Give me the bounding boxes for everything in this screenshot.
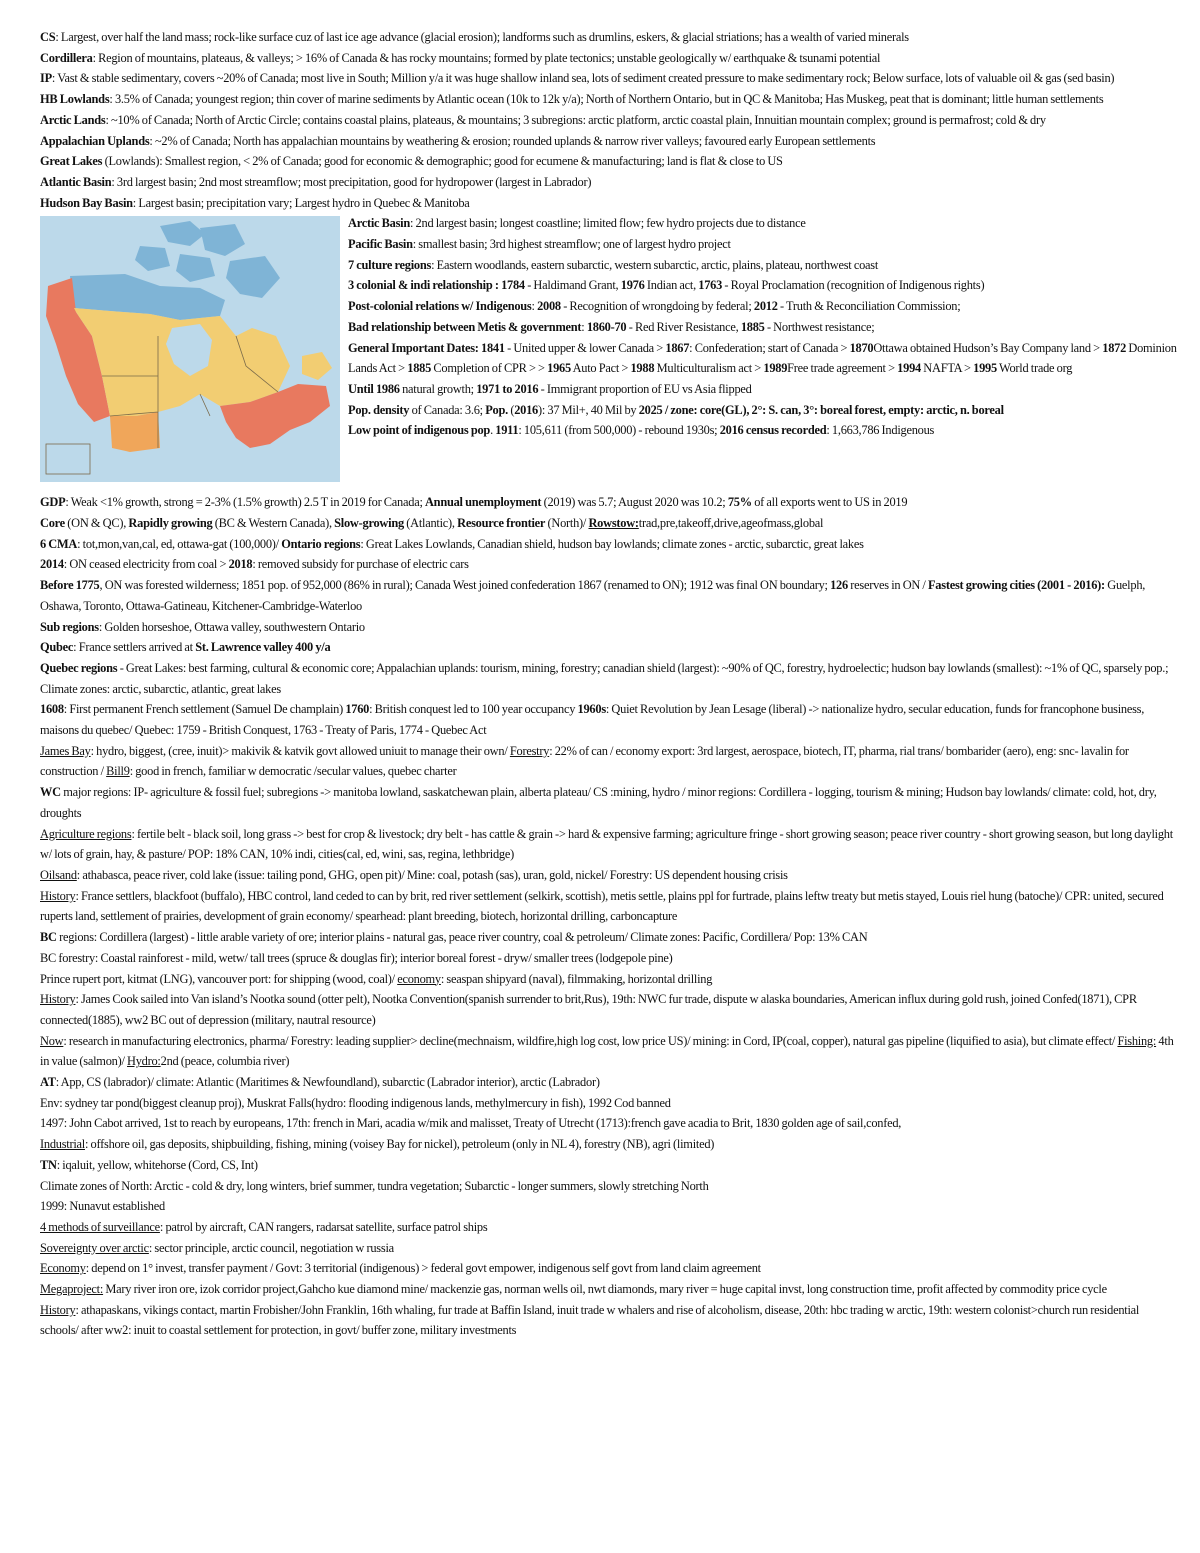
note-text-segment: - Red River Resistance,: [626, 319, 741, 334]
note-text-segment: Hydro:: [127, 1054, 161, 1069]
note-text-segment: History: [40, 888, 76, 903]
note-text-segment: (: [507, 402, 515, 417]
note-text-segment: 1971 to 2016: [476, 381, 539, 396]
note-text-segment: 1994: [897, 361, 921, 376]
note-line: [40, 1300, 1178, 1341]
note-line: [40, 1176, 1178, 1197]
note-text-segment: 1988: [630, 361, 655, 376]
note-text-segment: : Largest basin; precipitation vary; Largest hydro in Quebec & Manitoba: [132, 195, 470, 210]
note-text-segment: 2016: [514, 402, 538, 417]
note-text-segment: : tot,mon,van,cal, ed, ottawa-gat (100,000)/: [77, 536, 282, 551]
note-text-segment: : France settlers, blackfoot (buffalo), HBC control, land ceded to can by brit, red river settlement (selkirk, scottish), metis settle, plains ppl for furtrade, plains leftw treaty but metis stayed, Louis riel hung (batoche)/ CPR: united, secured ruperts land, settlement of prairies, development of grain economy/ spearhead: plant breeding, biotech, horizontal drilling, carboncapture: [40, 888, 1164, 924]
note-text-segment: World trade org: [996, 361, 1073, 376]
note-text-segment: reserves in ON /: [847, 578, 928, 593]
note-text-segment: : athabasca, peace river, cold lake (issue: tailing pond, GHG, open pit)/ Mine: coal, potash (sas), uran, gold, nickel/ Forestry: US dependent housing crisis: [76, 867, 788, 882]
note-text-segment: General Important Dates: 1841: [348, 340, 505, 355]
note-text-segment: Pacific Basin: [348, 237, 413, 252]
note-text-segment: 1870: [849, 340, 874, 355]
note-text-segment: 1989: [763, 361, 788, 376]
note-line: [40, 617, 1178, 638]
note-line: [348, 234, 1178, 255]
note-text-segment: : Quiet Revolution by Jean Lesage (liberal) -> nationalize hydro, secular education, funds for francophone business, maisons du quebec/ Quebec: 1759 - British Conquest, 1763 - Treaty of Paris, 1774 - Quebec Act: [40, 702, 1145, 738]
note-text-segment: 1976: [620, 278, 645, 293]
notes-top-block: [40, 27, 1178, 213]
notes-right-column: [348, 213, 1178, 441]
note-text-segment: : British conquest led to 100 year occupancy: [369, 702, 578, 717]
note-text-segment: Indian act,: [644, 278, 699, 293]
note-text-segment: (BC & Western Canada),: [212, 516, 335, 531]
note-text-segment: : good in french, familiar w democratic /secular values, quebec charter: [129, 764, 457, 779]
note-line: [40, 1113, 1178, 1134]
note-text-segment: 1999: Nunavut established: [40, 1199, 165, 1214]
note-text-segment: 7 culture regions: [348, 257, 432, 272]
note-text-segment: Qubec: [40, 640, 74, 655]
note-line: [40, 1093, 1178, 1114]
note-text-segment: Pop.: [485, 402, 508, 417]
note-text-segment: : 3rd largest basin; 2nd most streamflow; most precipitation, good for hydropower (largest in Labrador): [111, 174, 592, 189]
note-text-segment: History: [40, 992, 76, 1007]
note-text-segment: Guelph, Oshawa, Toronto, Ottawa-Gatineau, Kitchener-Cambridge-Waterloo: [40, 578, 1146, 613]
note-text-segment: : iqaluit, yellow, whitehorse (Cord, CS, Int): [56, 1157, 258, 1172]
note-line: [40, 782, 1178, 823]
note-text-segment: 1760: [345, 702, 370, 717]
note-text-segment: : Weak <1% growth, strong = 2-3% (1.5% growth) 2.5 T in 2019 for Canada;: [65, 495, 425, 510]
note-text-segment: Cordillera: [40, 50, 93, 65]
note-line: [348, 213, 1178, 234]
note-text-segment: 2016 census recorded: [719, 423, 827, 438]
note-text-segment: Fishing:: [1117, 1033, 1157, 1048]
map-plains-region: [110, 412, 160, 452]
note-line: [40, 658, 1178, 699]
note-text-segment: 3 colonial & indi relationship : 1784: [348, 278, 525, 293]
note-text-segment: : Golden horseshoe, Ottawa valley, southwestern Ontario: [98, 619, 365, 634]
note-text-segment: Climate zones of North: Arctic - cold & dry, long winters, brief summer, tundra vegetation; Subarctic - longer summers, slowly stretching North: [40, 1178, 709, 1193]
note-text-segment: St. Lawrence valley 400 y/a: [195, 640, 331, 655]
note-line: [40, 110, 1178, 131]
note-text-segment: Rowstow:: [588, 516, 639, 531]
note-line: [40, 554, 1178, 575]
note-text-segment: major regions: IP- agriculture & fossil fuel; subregions -> manitoba lowland, saskatchewan plain, alberta plateau/ CS :mining, hydro / minor regions: Cordillera - logging, tourism & mining; Hudson bay lowlands/ climate: cold, hot, dry, droughts: [40, 785, 1157, 820]
note-text-segment: Fastest growing cities (2001 - 2016):: [927, 578, 1105, 593]
note-text-segment: - Great Lakes: best farming, cultural & economic core; Appalachian uplands: tourism, mining, forestry; canadian shield (largest): ~90% of QC, forestry, hydroelectic; hudson bay lowlands (smallest): ~1% of QC, sparsely pop.; Climate zones: arctic, subarctic, atlantic, great lakes: [40, 660, 1169, 696]
note-line: [40, 1072, 1178, 1093]
note-line: [348, 255, 1178, 276]
note-text-segment: - Royal Proclamation (recognition of Indigenous rights): [722, 278, 985, 293]
note-line: [40, 48, 1178, 69]
note-text-segment: :: [581, 319, 587, 334]
note-line: [40, 1134, 1178, 1155]
note-text-segment: : France settlers arrived at: [73, 640, 196, 655]
note-text-segment: Now: [40, 1033, 64, 1048]
note-text-segment: Arctic Basin: [348, 216, 411, 231]
note-text-segment: - Northwest resistance;: [764, 319, 875, 334]
note-text-segment: Slow-growing: [334, 516, 404, 531]
note-text-segment: Forestry: [509, 743, 550, 758]
note-line: [40, 886, 1178, 927]
note-text-segment: : Vast & stable sedimentary, covers ~20% of Canada; most live in South; Million y/a it was huge shallow inland sea, lots of sediment created pressure to make sedimentary rock; Below surface, lots of valuable oil & gas (sed basin): [51, 71, 1115, 86]
note-text-segment: 1960s: [577, 702, 606, 717]
note-text-segment: : depend on 1° invest, transfer payment / Govt: 3 territorial (indigenous) > federal govt empower, indigenous self govt from land claim agreement: [85, 1261, 761, 1276]
note-line: [40, 1155, 1178, 1176]
note-line: [40, 131, 1178, 152]
note-text-segment: : research in manufacturing electronics, pharma/ Forestry: leading supplier> decline(mechnaism, wildfire,high log cost, low price US)/ mining: in Cord, IP(coal, copper), natural gas pipeline (liquified to asia), but climate effect/: [63, 1033, 1118, 1048]
note-line: [40, 151, 1178, 172]
note-text-segment: Oilsand: [40, 867, 77, 882]
note-text-segment: .: [490, 423, 496, 438]
note-line: [348, 338, 1178, 379]
note-text-segment: 1608: [40, 702, 64, 717]
note-text-segment: Resource frontier: [457, 516, 546, 531]
note-text-segment: : 1,663,786 Indigenous: [826, 423, 935, 438]
note-line: [40, 865, 1178, 886]
note-line: [40, 637, 1178, 658]
note-text-segment: - Haldimand Grant,: [524, 278, 621, 293]
note-text-segment: Rapidly growing: [128, 516, 213, 531]
note-text-segment: 1872: [1102, 340, 1127, 355]
note-text-segment: NAFTA >: [920, 361, 974, 376]
note-text-segment: Sub regions: [40, 619, 99, 634]
note-text-segment: :: [531, 299, 538, 314]
note-line: [40, 1196, 1178, 1217]
note-line: [348, 400, 1178, 421]
note-line: [348, 275, 1178, 296]
notes-middle-section: [40, 213, 1178, 492]
note-line: [348, 296, 1178, 317]
canada-map-icon: [40, 216, 340, 482]
note-text-segment: - Immigrant proportion of EU vs Asia flipped: [538, 381, 752, 396]
note-text-segment: : ~2% of Canada; North has appalachian mountains by weathering & erosion; rounded uplands & narrow river valleys; favoured early European settlements: [149, 133, 876, 148]
note-text-segment: : 3.5% of Canada; youngest region; thin cover of marine sediments by Atlantic ocean (10k to 12k y/a); North of Northern Ontario, but in QC & Manitoba; Has Muskeg, peat that is dominant; little human settlements: [109, 92, 1104, 107]
note-line: [40, 27, 1178, 48]
note-line: [40, 89, 1178, 110]
note-text-segment: Appalachian Uplands: [40, 133, 150, 148]
note-text-segment: : sector principle, arctic council, negotiation w russia: [148, 1240, 394, 1255]
note-text-segment: (Atlantic),: [403, 516, 458, 531]
note-line: [40, 172, 1178, 193]
note-text-segment: 2025 / zone: core(GL), 2°: S. can, 3°: boreal forest, empty: arctic, n. boreal: [638, 402, 1004, 417]
note-text-segment: Auto Pact >: [570, 361, 631, 376]
note-line: [40, 699, 1178, 740]
note-text-segment: Dominion Lands Act >: [348, 340, 1177, 376]
note-text-segment: : First permanent French settlement (Samuel De champlain): [63, 702, 346, 717]
note-text-segment: 1885: [740, 319, 765, 334]
note-text-segment: HB Lowlands: [40, 92, 110, 107]
note-text-segment: - Truth & Reconciliation Commission;: [777, 299, 961, 314]
note-line: [348, 420, 1178, 441]
note-text-segment: : Largest, over half the land mass; rock-like surface cuz of last ice age advance (glacial erosion); landforms such as drumlins, eskers, & glacial striations; has a wealth of varied minerals: [55, 30, 909, 44]
note-line: [40, 824, 1178, 865]
note-text-segment: Free trade agreement >: [787, 361, 898, 376]
note-text-segment: of all exports went to US in 2019: [751, 495, 908, 510]
note-text-segment: - United upper & lower Canada >: [504, 340, 666, 355]
note-text-segment: Agriculture regions: [40, 826, 132, 841]
note-text-segment: Env: sydney tar pond(biggest cleanup proj), Muskrat Falls(hydro: flooding indigenous lands, methylmercury in fish), 1992 Cod banned: [40, 1095, 671, 1110]
note-text-segment: Great Lakes: [40, 154, 103, 169]
note-text-segment: : App, CS (labrador)/ climate: Atlantic (Maritimes & Newfoundland), subarctic (Labrador interior), arctic (Labrador): [55, 1075, 600, 1090]
note-text-segment: , ON was forested wilderness; 1851 pop. of 952,000 (86% in rural); Canada West joined confederation 1867 (renamed to ON); 1912 was final ON boundary;: [99, 578, 831, 593]
note-text-segment: Ontario regions: [281, 536, 361, 551]
note-text-segment: 75%: [727, 495, 752, 510]
note-text-segment: 1860-70: [586, 319, 627, 334]
note-text-segment: 2014: [40, 557, 64, 572]
note-text-segment: : seaspan shipyard (naval), filmmaking, horizontal drilling: [440, 971, 713, 986]
note-text-segment: : James Cook sailed into Van island’s Nootka sound (otter pelt), Nootka Convention(spanish surrender to brit,Rus), 19th: NWC fur trade, dispute w alaska boundaries, American influx during gold rush, joined Confed(1871), CPR connected(1885), ww2 BC out of depression (military, nautral resource): [40, 992, 1137, 1027]
note-text-segment: 1497: John Cabot arrived, 1st to reach by europeans, 17th: french in Mari, acadia w/mik and malisset, Treaty of Utrecht (1713):french gave acadia to Brit, 1830 golden age of sail,confed,: [40, 1116, 902, 1131]
note-text-segment: : 105,611 (from 500,000) - rebound 1930s;: [518, 423, 720, 438]
note-text-segment: (ON & QC),: [64, 516, 129, 531]
note-text-segment: IP: [40, 71, 52, 86]
note-line: [40, 1238, 1178, 1259]
note-text-segment: 4 methods of surveillance: [40, 1219, 160, 1234]
note-line: [40, 193, 1178, 214]
note-text-segment: 1995: [973, 361, 997, 376]
note-text-segment: (Lowlands): Smallest region, < 2% of Canada; good for economic & demographic; good for ecumene & manufacturing; land is flat & close to US: [102, 154, 783, 169]
note-text-segment: Pop. density: [348, 402, 410, 417]
note-text-segment: : athapaskans, vikings contact, martin Frobisher/John Franklin, 16th whaling, fur trade at Baffin Island, inuit trade w whalers and rise of alcoholism, disease, 20th: hbc trading w arctic, 19th: western colonist>church run residential schools/ after ww2: inuit to coastal settlement for protection, in govt/ buffer zone, military investments: [40, 1302, 1140, 1338]
note-line: [40, 68, 1178, 89]
note-text-segment: Hudson Bay Basin: [40, 195, 133, 210]
note-line: [40, 534, 1178, 555]
note-text-segment: : patrol by aircraft, CAN rangers, radarsat satellite, surface patrol ships: [159, 1219, 488, 1234]
note-text-segment: : Confederation; start of Canada >: [689, 340, 850, 355]
note-text-segment: : 2nd largest basin; longest coastline; limited flow; few hydro projects due to distance: [410, 216, 806, 231]
note-text-segment: Before 1775: [40, 578, 100, 593]
note-text-segment: Sovereignty over arctic: [40, 1240, 149, 1255]
note-text-segment: Ottawa obtained Hudson’s Bay Company land >: [873, 340, 1103, 355]
note-text-segment: 4th in value (salmon)/: [40, 1033, 1174, 1069]
note-text-segment: AT: [40, 1075, 56, 1090]
note-text-segment: : hydro, biggest, (cree, inuit)> makivik & katvik govt allowed uniuit to manage their own/: [90, 743, 510, 758]
note-text-segment: Megaproject:: [40, 1282, 104, 1297]
note-text-segment: Multiculturalism act >: [654, 361, 764, 376]
note-text-segment: Prince rupert port, kitmat (LNG), vancouver port: for shipping (wood, coal)/: [40, 971, 398, 986]
note-text-segment: : Region of mountains, plateaus, & valleys; > 16% of Canada & has rocky mountains; formed by plate tectonics; unstable geologically w/ earthquake & tsunami potential: [92, 50, 881, 65]
note-text-segment: 1965: [547, 361, 571, 376]
note-text-segment: Economy: [40, 1261, 86, 1276]
note-text-segment: CS: [40, 30, 56, 44]
note-text-segment: ): 37 Mil+, 40 Mil by: [538, 402, 639, 417]
note-line: [348, 379, 1178, 400]
note-text-segment: TN: [40, 1157, 57, 1172]
note-text-segment: (North)/: [545, 516, 589, 531]
note-text-segment: : ~10% of Canada; North of Arctic Circle; contains coastal plains, plateaus, & mountains; 3 subregions: arctic platform, arctic coastal plain, Innuitian mountain complex; ground is permafrost; cold & dry: [105, 112, 1046, 127]
note-text-segment: natural growth;: [399, 381, 477, 396]
note-text-segment: Industrial: [40, 1137, 85, 1152]
note-text-segment: regions: Cordillera (largest) - little arable variety of ore; interior plains - natural gas, peace river country, coal & petroleum/ Climate zones: Pacific, Cordillera/ Pop: 13% CAN: [56, 930, 868, 945]
note-text-segment: Until 1986: [348, 381, 400, 396]
note-line: [40, 948, 1178, 969]
note-text-segment: Mary river iron ore, izok corridor project,Gahcho kue diamond mine/ mackenzie gas, norman wells oil, nwt diamonds, mary river = huge capital invst, long construction time, profit affected by commodity price cycle: [103, 1282, 1107, 1297]
note-text-segment: Quebec regions: [40, 660, 118, 675]
note-text-segment: Bad relationship between Metis & government: [348, 319, 582, 334]
note-text-segment: BC: [40, 930, 57, 945]
note-text-segment: BC forestry: Coastal rainforest - mild, wetw/ tall trees (spruce & douglas fir); interior boreal forest - dryw/ smaller trees (lodgepole pine): [40, 950, 673, 965]
note-text-segment: 126: [830, 578, 848, 593]
note-line: [40, 969, 1178, 990]
note-text-segment: : removed subsidy for purchase of electric cars: [252, 557, 469, 572]
note-text-segment: of Canada: 3.6;: [409, 402, 486, 417]
note-line: [40, 927, 1178, 948]
note-text-segment: Arctic Lands: [40, 112, 106, 127]
note-text-segment: : fertile belt - black soil, long grass -> best for crop & livestock; dry belt - has cattle & grain -> hard & expensive farming; agriculture fringe - short growing season; peace river country - short growing season, but long daylight w/ lots of grain, hay, & pasture/ POP: 18% CAN, 10% indi, cities(cal, ed, wini, sas, regina, lethbridge): [40, 826, 1173, 862]
note-text-segment: Core: [40, 516, 65, 531]
note-text-segment: Annual unemployment: [424, 495, 542, 510]
note-text-segment: : smallest basin; 3rd highest streamflow; one of largest hydro project: [412, 237, 731, 252]
note-text-segment: James Bay: [40, 743, 91, 758]
note-line: [40, 1217, 1178, 1238]
note-text-segment: History: [40, 1302, 76, 1317]
note-text-segment: (2019) was 5.7; August 2020 was 10.2;: [541, 495, 728, 510]
note-line: [40, 741, 1178, 782]
note-text-segment: : 22% of can / economy export: 3rd largest, aerospace, biotech, IT, pharma, rial trans/ bombarider (aero), eng: snc- lavalin for construction /: [40, 743, 1129, 779]
note-text-segment: Low point of indigenous pop: [348, 423, 491, 438]
note-line: [40, 989, 1178, 1030]
note-text-segment: 1763: [698, 278, 723, 293]
notes-bottom-block: [40, 492, 1178, 1341]
note-text-segment: : offshore oil, gas deposits, shipbuilding, fishing, mining (voisey Bay for nickel), petroleum (only in NL 4), forestry (NB), agri (limited): [85, 1137, 715, 1152]
note-line: [40, 492, 1178, 513]
note-text-segment: : Great Lakes Lowlands, Canadian shield, hudson bay lowlands; climate zones - arctic, subarctic, great lakes: [360, 536, 864, 551]
canada-map-figure: [40, 216, 340, 492]
note-text-segment: 1911: [495, 423, 519, 438]
note-text-segment: Post-colonial relations w/ Indigenous: [348, 299, 532, 314]
note-text-segment: : Eastern woodlands, eastern subarctic, western subarctic, arctic, plains, plateau, northwest coast: [431, 257, 879, 272]
note-text-segment: Bill9: [106, 764, 130, 779]
note-line: [348, 317, 1178, 338]
note-line: [40, 1031, 1178, 1072]
note-text-segment: Atlantic Basin: [40, 174, 112, 189]
note-text-segment: - Recognition of wrongdoing by federal;: [560, 299, 754, 314]
note-line: [40, 513, 1178, 534]
note-line: [40, 1279, 1178, 1300]
note-text-segment: GDP: [40, 495, 66, 510]
note-text-segment: economy: [397, 971, 441, 986]
note-text-segment: 2nd (peace, columbia river): [160, 1054, 290, 1069]
note-text-segment: 6 CMA: [40, 536, 78, 551]
note-text-segment: 2018: [228, 557, 253, 572]
note-text-segment: trad,pre,takeoff,drive,ageofmass,global: [638, 516, 824, 531]
note-text-segment: Completion of CPR > >: [431, 361, 548, 376]
note-text-segment: 1885: [407, 361, 432, 376]
note-line: [40, 575, 1178, 616]
note-line: [40, 1258, 1178, 1279]
note-text-segment: 1867: [665, 340, 690, 355]
note-text-segment: WC: [40, 785, 61, 800]
note-text-segment: 2008: [537, 299, 561, 314]
note-text-segment: 2012: [753, 299, 778, 314]
note-text-segment: : ON ceased electricity from coal >: [63, 557, 229, 572]
